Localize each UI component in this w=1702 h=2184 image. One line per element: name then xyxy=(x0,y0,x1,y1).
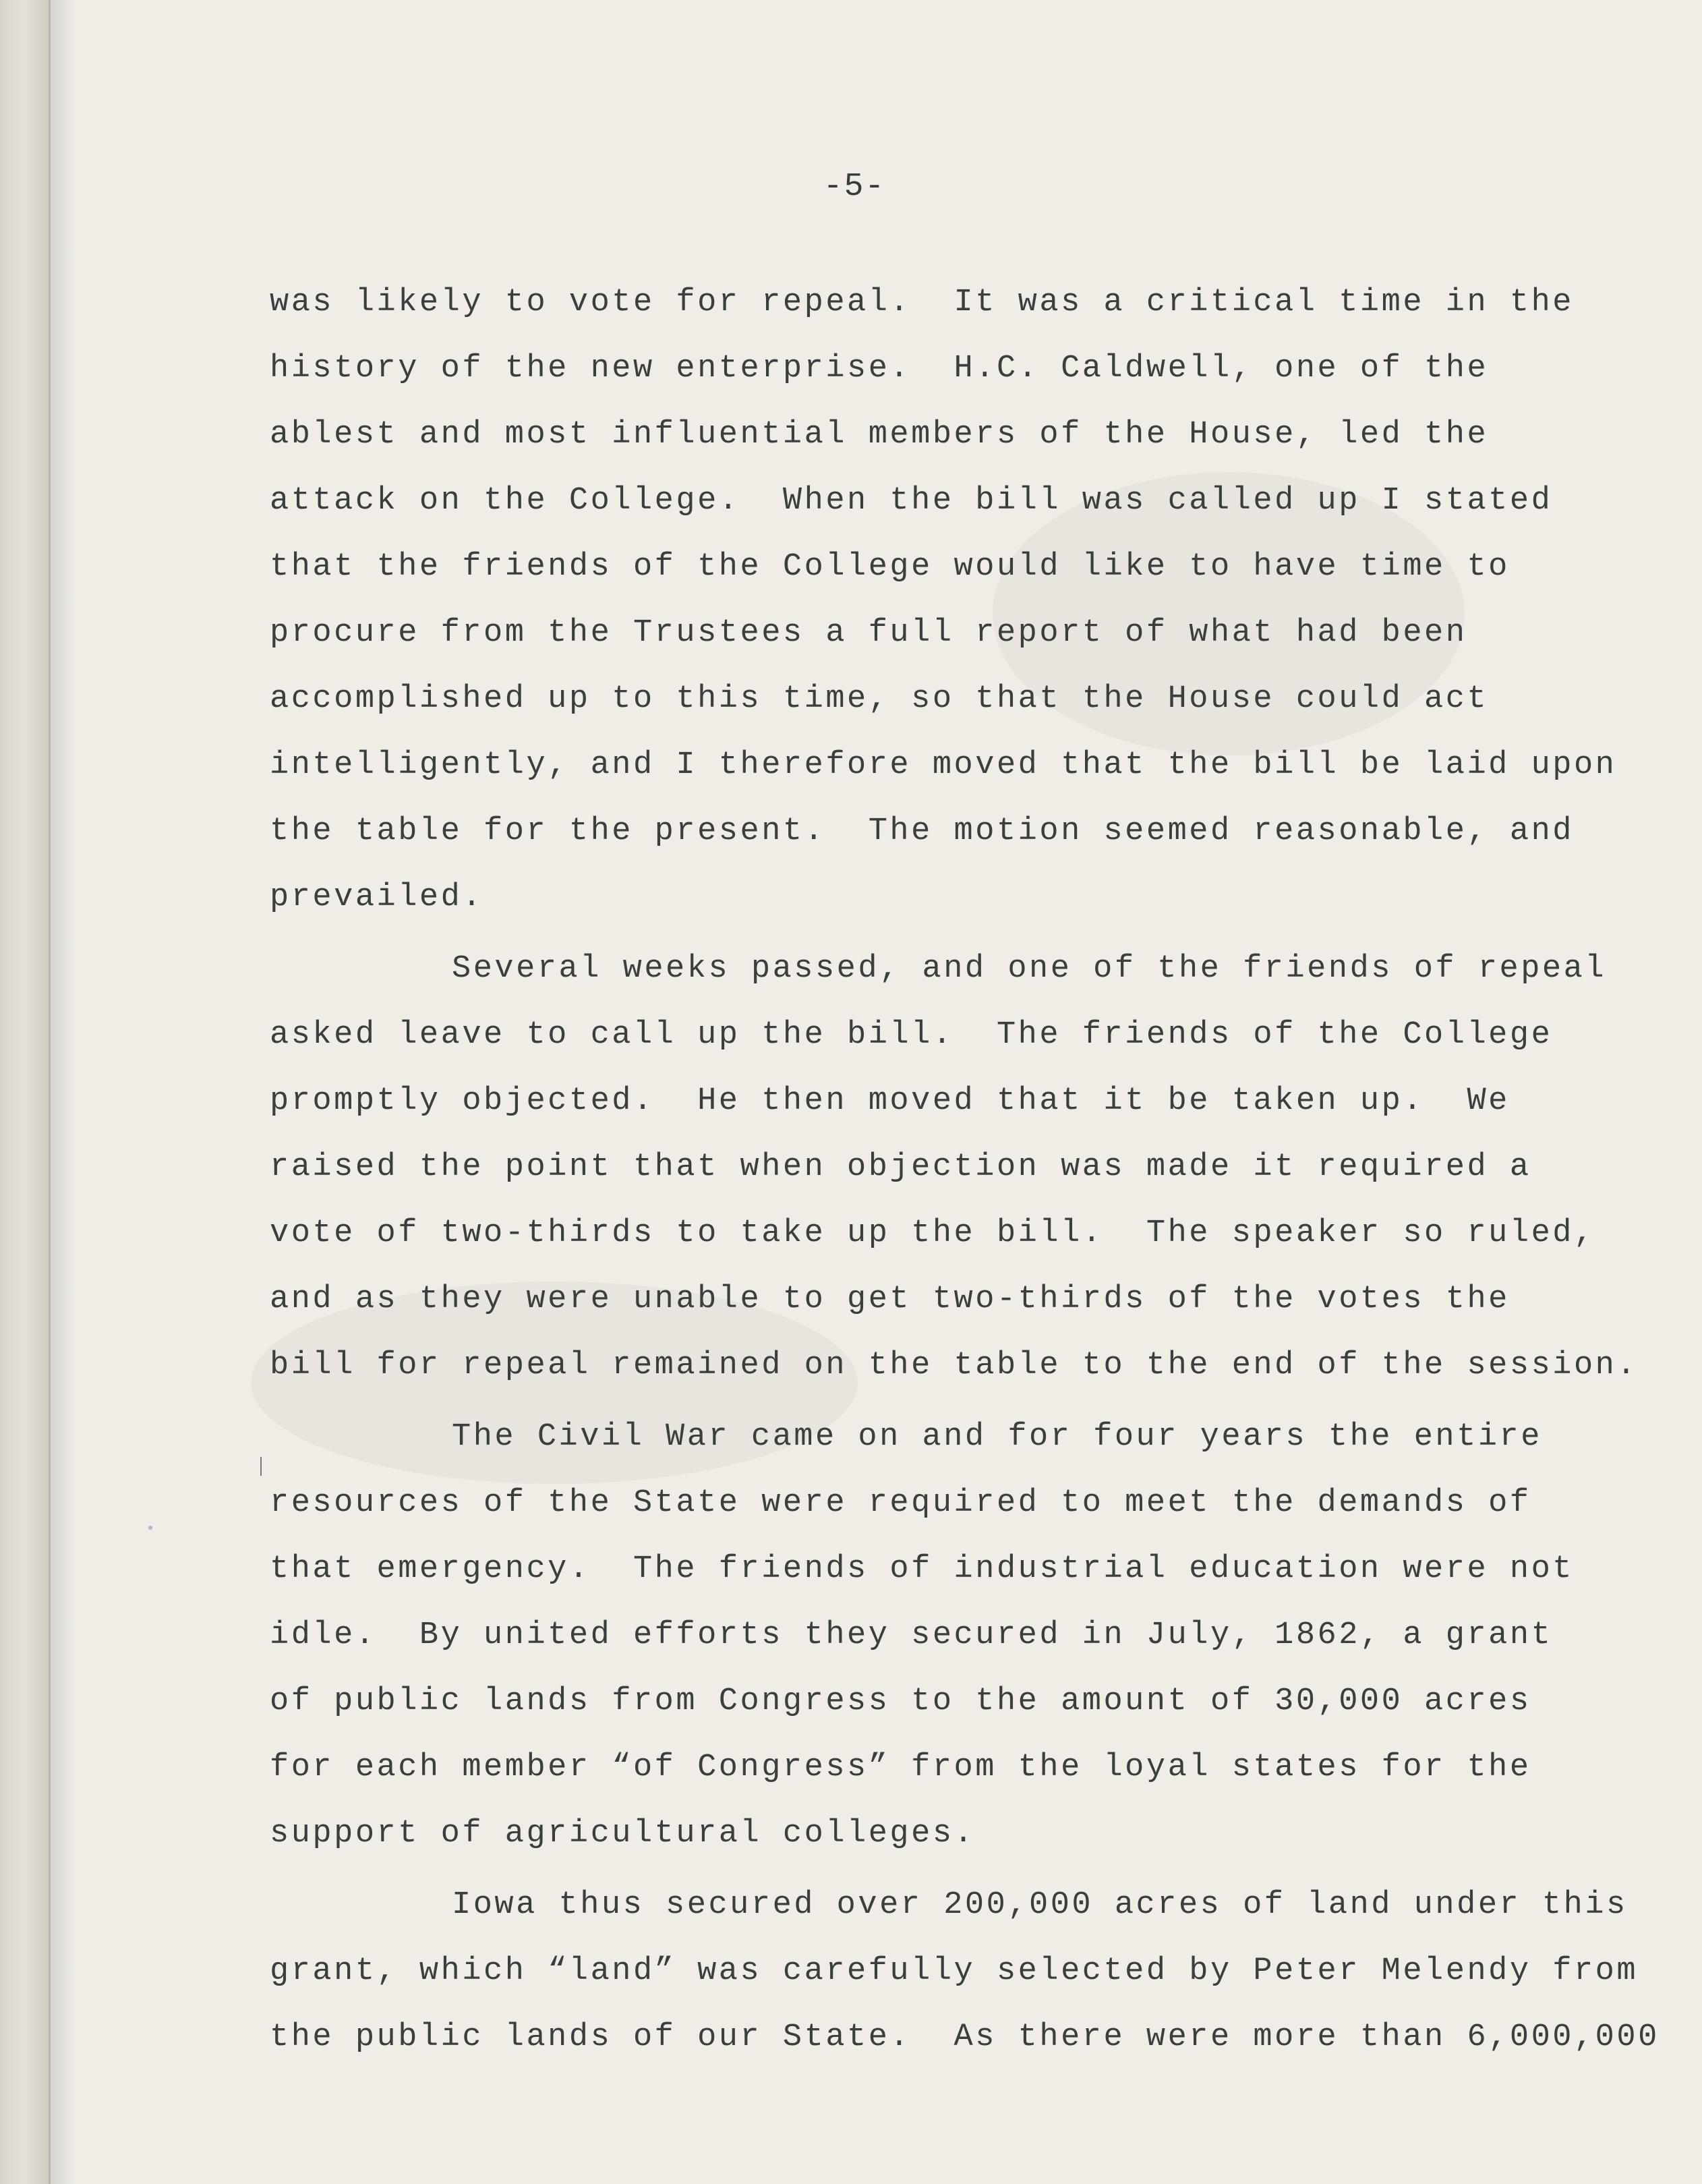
body-text xyxy=(270,270,1659,2071)
text-line: that the friends of the College would like to have time to xyxy=(270,549,1510,585)
paragraph xyxy=(270,270,1659,931)
text-line: raised the point that when objection was made it required a xyxy=(270,1149,1531,1185)
margin-mark xyxy=(260,1457,262,1476)
paragraph xyxy=(270,1872,1659,2071)
text-line: ablest and most influential members of the House, led the xyxy=(270,417,1489,453)
ink-speck xyxy=(148,1526,152,1530)
text-line: promptly objected. He then moved that it be taken up. We xyxy=(270,1083,1510,1119)
book-binding xyxy=(0,0,51,2184)
text-line: The Civil War came on and for four years the entire xyxy=(452,1419,1542,1455)
text-line: for each member “of Congress” from the loyal states for the xyxy=(270,1750,1531,1785)
text-line: of public lands from Congress to the amount of 30,000 acres xyxy=(270,1684,1531,1719)
text-line: grant, which “land” was carefully selected by Peter Melendy from xyxy=(270,1953,1639,1989)
text-line: attack on the College. When the bill was called up I stated xyxy=(270,483,1553,519)
typewritten-page xyxy=(49,0,1702,2184)
text-line: intelligently, and I therefore moved that the bill be laid upon xyxy=(270,747,1617,783)
text-line: asked leave to call up the bill. The friends of the College xyxy=(270,1017,1553,1053)
text-line: the table for the present. The motion seemed reasonable, and xyxy=(270,813,1574,849)
text-line: the public lands of our State. As there were more than 6,000,000 xyxy=(270,2019,1660,2055)
text-line: idle. By united efforts they secured in July, 1862, a grant xyxy=(270,1617,1553,1653)
text-line: vote of two-thirds to take up the bill. The speaker so ruled, xyxy=(270,1215,1595,1251)
paragraph xyxy=(270,1404,1659,1867)
text-line: was likely to vote for repeal. It was a critical time in the xyxy=(270,285,1574,320)
text-line: bill for repeal remained on the table to the end of the session. xyxy=(270,1348,1639,1383)
paragraph xyxy=(270,936,1659,1399)
text-line: resources of the State were required to meet the demands of xyxy=(270,1485,1531,1521)
text-line: Iowa thus secured over 200,000 acres of land under this xyxy=(452,1887,1628,1923)
text-line: that emergency. The friends of industrial education were not xyxy=(270,1551,1574,1587)
text-line: procure from the Trustees a full report of what had been xyxy=(270,615,1467,651)
text-line: support of agricultural colleges. xyxy=(270,1816,976,1851)
page-number: -5- xyxy=(823,169,886,205)
text-line: and as they were unable to get two-thirds of the votes the xyxy=(270,1282,1510,1317)
text-line: accomplished up to this time, so that the House could act xyxy=(270,681,1489,717)
text-line: history of the new enterprise. H.C. Caldwell, one of the xyxy=(270,351,1489,386)
text-line: prevailed. xyxy=(270,880,484,915)
text-line: Several weeks passed, and one of the friends of repeal xyxy=(452,951,1607,987)
